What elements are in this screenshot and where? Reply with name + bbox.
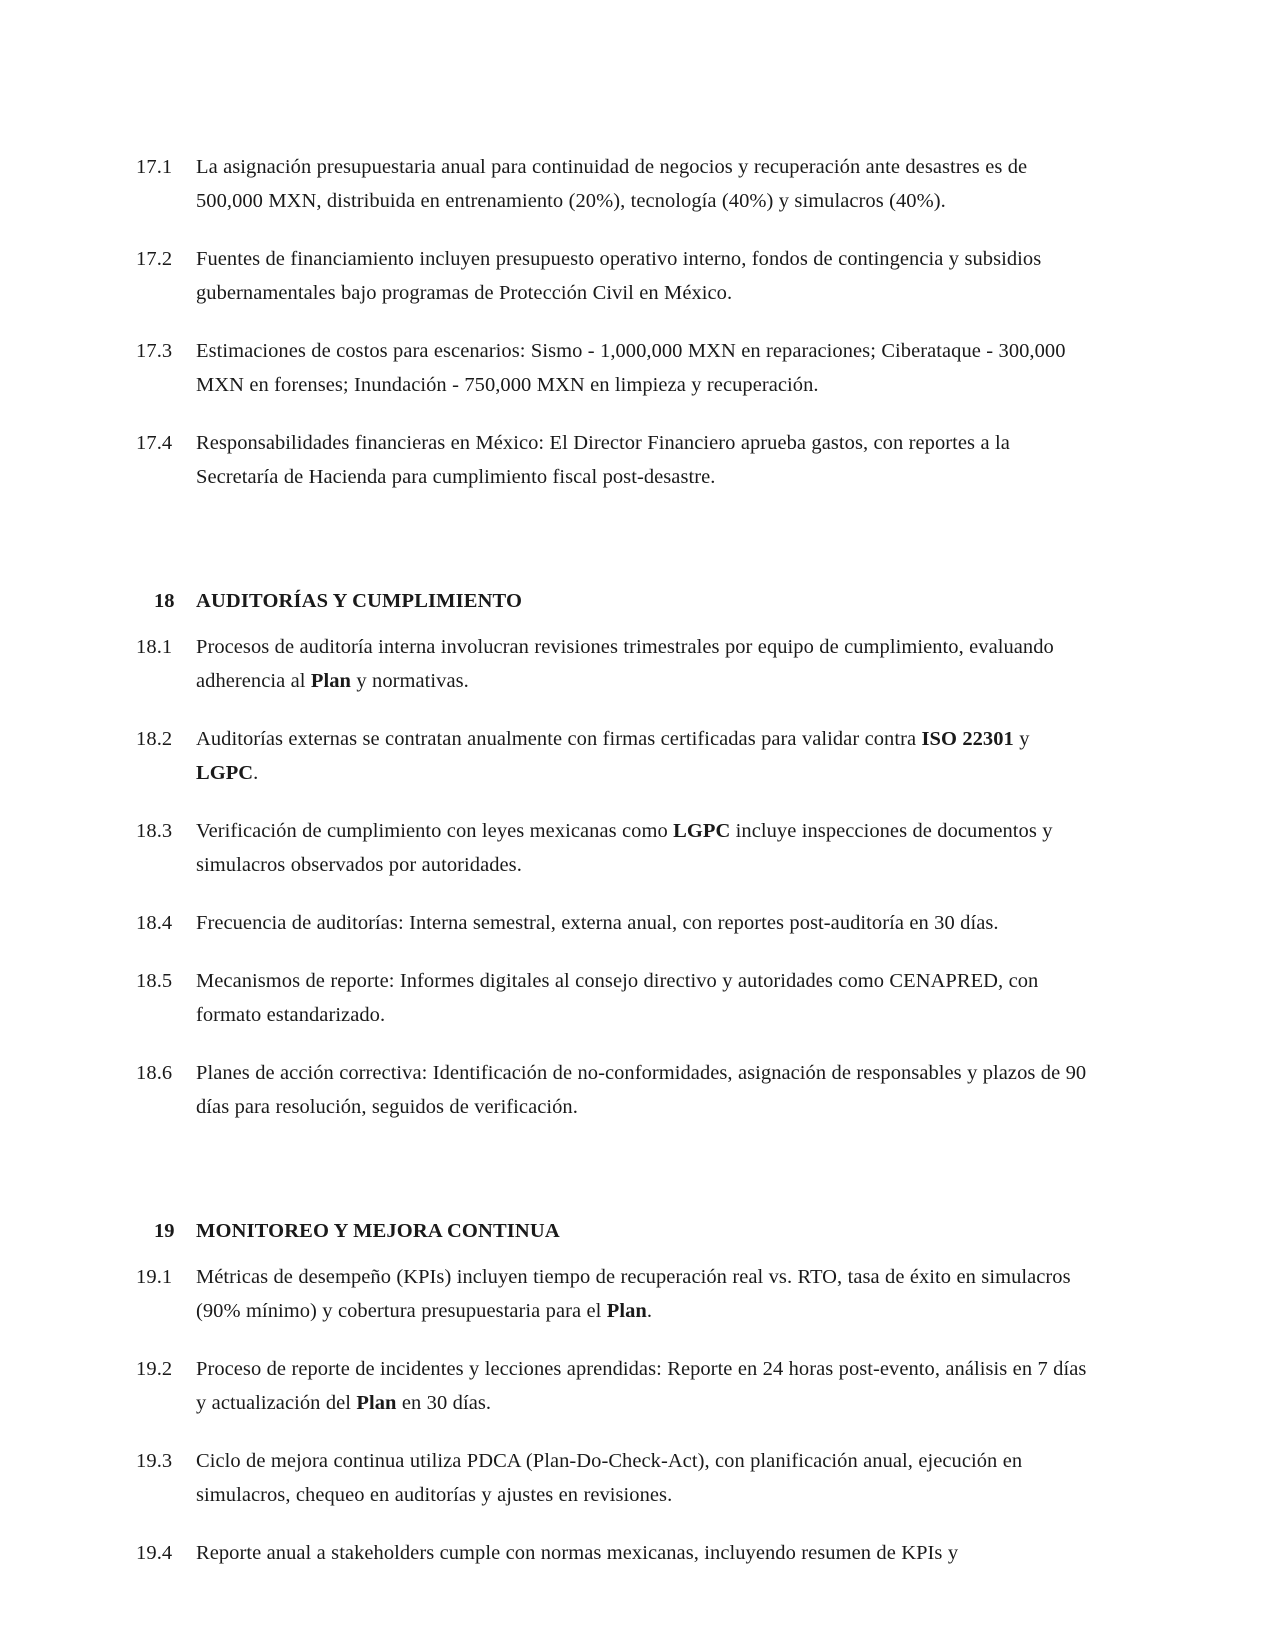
clause-run: y	[1013, 728, 1030, 750]
clause-number: 19.3	[136, 1450, 173, 1472]
clause-run: .	[253, 762, 259, 784]
clause-text	[196, 1536, 1090, 1570]
section-heading-spacer	[136, 1248, 1090, 1260]
clause-item	[136, 242, 1090, 310]
section-heading	[136, 1214, 1090, 1248]
clause-run: Ciclo de mejora continua utiliza PDCA (Plan-Do-Check-Act), con planificación anual, ejecución en simulacros, chequeo en auditorías y ajustes en revisiones.	[196, 1450, 1023, 1506]
clause-item	[136, 1260, 1090, 1328]
section-section-19	[136, 1148, 1090, 1570]
clause-number: 17.1	[136, 156, 173, 178]
clause-run: Mecanismos de reporte: Informes digitales al consejo directivo y autoridades como CENAPRED, con formato estandarizado.	[196, 970, 1039, 1026]
clause-item	[136, 722, 1090, 790]
clause-run: Proceso de reporte de incidentes y lecciones aprendidas: Reporte en 24 horas post-evento, análisis en 7 días y actualización del	[196, 1358, 1087, 1414]
clause-text	[196, 150, 1090, 218]
clause-text	[196, 964, 1090, 1032]
clause-item	[136, 1444, 1090, 1512]
clause-number: 17.2	[136, 248, 173, 270]
section-heading-spacer	[136, 618, 1090, 630]
clause-run: Procesos de auditoría interna involucran revisiones trimestrales por equipo de cumplimiento, evaluando adherencia al	[196, 636, 1054, 692]
clause-number: 18.2	[136, 728, 173, 750]
clause-emphasis: Plan	[606, 1300, 647, 1322]
section-heading-number: 19	[154, 1220, 175, 1242]
clause-number: 19.4	[136, 1542, 173, 1564]
clause-item	[136, 964, 1090, 1032]
clause-run: .	[646, 1300, 653, 1322]
clause-run: en 30 días.	[396, 1392, 492, 1414]
clause-item	[136, 814, 1090, 882]
clause-text	[196, 1352, 1090, 1420]
section-section-17-continued	[136, 150, 1090, 494]
clause-item	[136, 1536, 1090, 1570]
clause-text	[196, 242, 1090, 310]
clause-item	[136, 150, 1090, 218]
section-heading	[136, 584, 1090, 618]
clause-number: 17.3	[136, 340, 173, 362]
clause-number: 18.1	[136, 636, 173, 658]
clause-text	[196, 630, 1090, 698]
clause-text	[196, 1056, 1090, 1124]
clause-run: Métricas de desempeño (KPIs) incluyen tiempo de recuperación real vs. RTO, tasa de éxito en simulacros (90% mínimo) y cobertura presupuestaria para el	[196, 1266, 1071, 1322]
section-heading-number: 18	[154, 590, 175, 612]
clause-number: 19.2	[136, 1358, 173, 1380]
document-body	[136, 150, 1090, 1570]
clause-text	[196, 1260, 1090, 1328]
clause-number: 18.3	[136, 820, 173, 842]
clause-emphasis: Plan	[356, 1392, 397, 1414]
clause-number: 19.1	[136, 1266, 173, 1288]
clause-run: La asignación presupuestaria anual para continuidad de negocios y recuperación ante desastres es de 500,000 MXN, distribuida en entrenamiento (20%), tecnología (40%) y simulacros (40%).	[196, 156, 1028, 212]
clause-text	[196, 334, 1090, 402]
clause-item	[136, 426, 1090, 494]
clause-item	[136, 334, 1090, 402]
clause-text	[196, 426, 1090, 494]
clause-text	[196, 814, 1090, 882]
clause-run: y normativas.	[351, 670, 469, 692]
clause-item	[136, 630, 1090, 698]
clause-run: Estimaciones de costos para escenarios: Sismo - 1,000,000 MXN en reparaciones; Ciberataque - 300,000 MXN en forenses; Inundación - 750,000 MXN en limpieza y recuperación.	[196, 340, 1066, 396]
clause-run: Verificación de cumplimiento con leyes mexicanas como	[196, 820, 674, 842]
clause-text	[196, 1444, 1090, 1512]
clause-number: 18.6	[136, 1062, 173, 1084]
section-section-18	[136, 518, 1090, 1124]
clause-run: Auditorías externas se contratan anualmente con firmas certificadas para validar contra	[196, 728, 922, 750]
clause-emphasis: ISO 22301	[921, 728, 1014, 750]
clause-run: incluye inspecciones de documentos y simulacros observados por autoridades.	[196, 820, 1053, 876]
clause-item	[136, 1056, 1090, 1124]
section-spacer	[136, 1148, 1090, 1214]
clause-text	[196, 906, 1090, 940]
clause-run: Frecuencia de auditorías: Interna semestral, externa anual, con reportes post-auditoría en 30 días.	[196, 912, 999, 934]
section-heading-title: AUDITORÍAS Y CUMPLIMIENTO	[196, 590, 523, 612]
clause-item	[136, 906, 1090, 940]
section-heading-title: MONITOREO Y MEJORA CONTINUA	[196, 1220, 560, 1242]
section-spacer	[136, 518, 1090, 584]
clause-run: Reporte anual a stakeholders cumple con normas mexicanas, incluyendo resumen de KPIs y	[196, 1542, 959, 1564]
clause-number: 18.4	[136, 912, 173, 934]
clause-number: 18.5	[136, 970, 173, 992]
clause-run: Fuentes de financiamiento incluyen presupuesto operativo interno, fondos de contingencia y subsidios gubernamentales bajo programas de Protección Civil en México.	[196, 248, 1042, 304]
clause-run: Responsabilidades financieras en México: El Director Financiero aprueba gastos, con reportes a la Secretaría de Hacienda para cumplimiento fiscal post-desastre.	[196, 432, 1010, 488]
clause-number: 17.4	[136, 432, 173, 454]
clause-emphasis: Plan	[310, 670, 351, 692]
clause-emphasis: LGPC	[673, 820, 731, 842]
clause-run: Planes de acción correctiva: Identificación de no-conformidades, asignación de responsables y plazos de 90 días para resolución, seguidos de verificación.	[196, 1062, 1087, 1118]
clause-item	[136, 1352, 1090, 1420]
clause-text	[196, 722, 1090, 790]
clause-emphasis: LGPC	[196, 762, 254, 784]
